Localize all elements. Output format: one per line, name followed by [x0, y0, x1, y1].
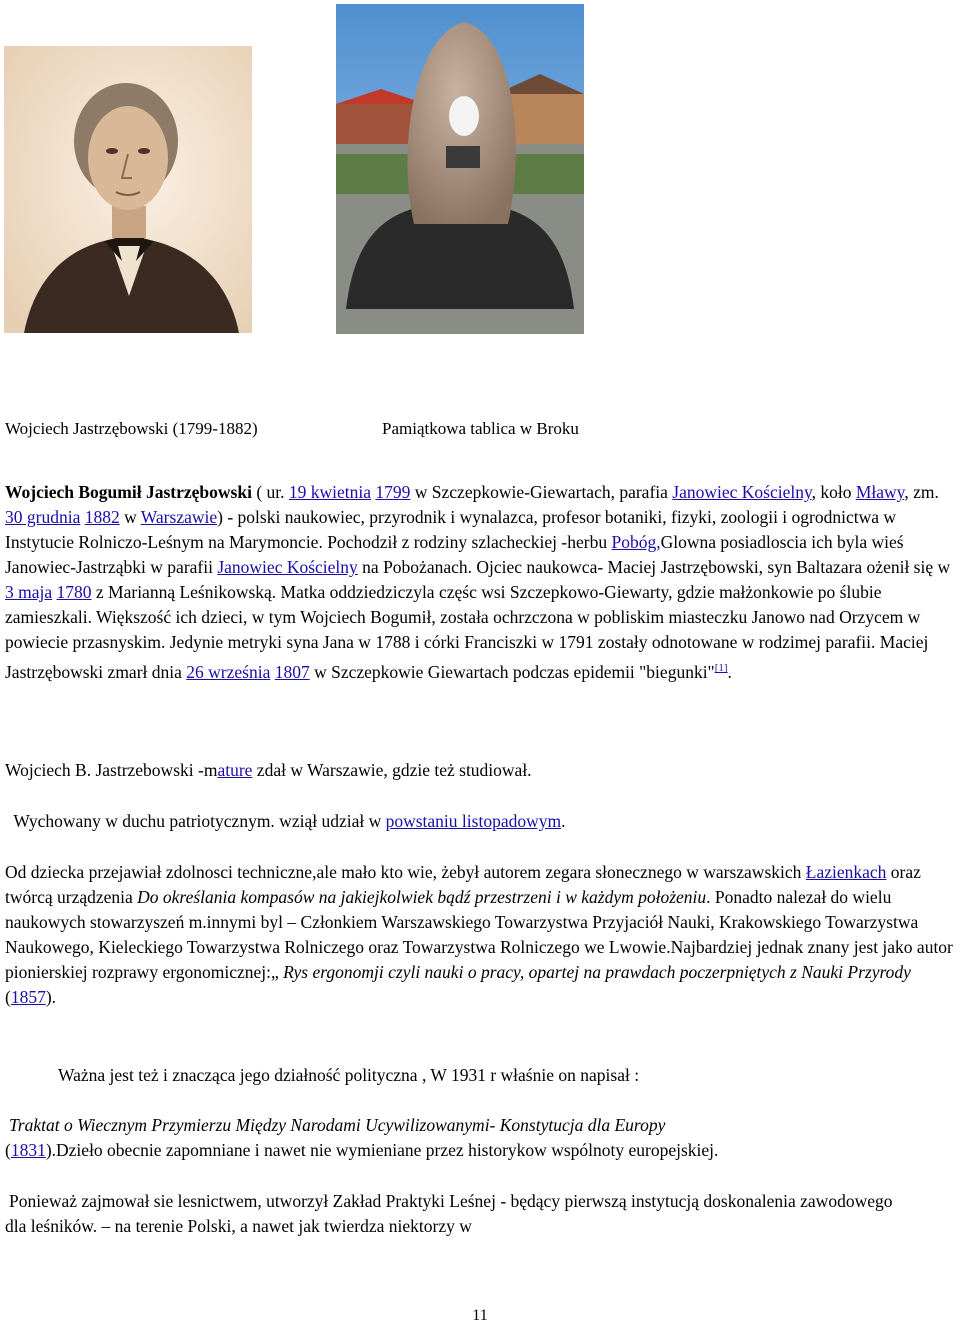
- text-run: zdał w Warszawie, gdzie też studiował.: [252, 760, 532, 780]
- link-1807[interactable]: 1807: [274, 661, 310, 682]
- text-run: (: [5, 987, 11, 1007]
- treatise-title: Rys ergonomji czyli nauki o pracy, opartej na prawdach poczerpniętych z Nauki Przyrody: [283, 962, 911, 982]
- link-mlawy[interactable]: Mławy: [855, 482, 905, 502]
- page-number: 11: [472, 1307, 488, 1324]
- person-name: Wojciech Bogumił Jastrzębowski: [5, 482, 252, 502]
- link-janowiec-koscielny[interactable]: Janowiec Kościelny: [672, 482, 812, 502]
- text-run: ) - polski naukowiec, przyrodnik i wynalazca, profesor botaniki, fizyki, zoologii i ogrodnictwa w Instytucie Rolniczo-Leśnym na Marymoncie. Pochodził z rodziny szlacheckiej -herbu: [5, 507, 897, 552]
- link-lazienki[interactable]: Łazienkach: [805, 862, 887, 882]
- matura-paragraph: [5, 758, 957, 783]
- image-captions: [5, 419, 579, 439]
- link-1780[interactable]: 1780: [56, 582, 92, 602]
- text-run: Wojciech B. Jastrzebowski -m: [5, 760, 218, 780]
- achievements-paragraph: [5, 860, 957, 1010]
- text-run: z Marianną Leśnikowską. Matka oddziedziczyla częśc wsi Szczepkowo-Giewarty, gdzie małżonkowie po ślubie zamieszkali. Większość ich dzieci, w tym Wojciech Bogumił, została ochrzczona w pobliskim miasteczku Janowo nad Orzycem w powiecie przasnyskim. Jedynie metryki syna Jana w 1788 i córki Franciszki w 1791 zostały odnotowane w rodzimej parafii. Maciej Jastrzębowski zmarł dnia: [5, 582, 929, 682]
- link-pobog[interactable]: Pobóg,: [611, 532, 661, 552]
- device-title: Do określania kompasów na jakiejkolwiek bądź przestrzeni i w każdym położeniu: [137, 887, 707, 907]
- text-run: ).Dzieło obecnie zapomniane i nawet nie wymieniane przez historykow wspólnoty europejskiej.: [45, 1140, 719, 1160]
- text-run: w Szczepkowie-Giewartach, parafia: [410, 482, 673, 502]
- footnote-ref: [715, 659, 728, 675]
- portrait-image: [4, 46, 252, 333]
- text-run: .: [727, 661, 732, 682]
- uprising-paragraph: [5, 809, 957, 834]
- text-run: w Szczepkowie Giewartach podczas epidemii "biegunki": [309, 661, 715, 682]
- text-run: (: [5, 1140, 11, 1160]
- text-run: , koło: [811, 482, 856, 502]
- text-run: Od dziecka przejawiał zdolnosci techniczne,ale mało kto wie, żebył autorem zegara słonecznego w warszawskich: [5, 862, 806, 882]
- link-mature[interactable]: ature: [217, 760, 253, 780]
- political-paragraph: [58, 1063, 948, 1088]
- link-powstanie-listopadowe[interactable]: powstaniu listopadowym: [385, 811, 562, 831]
- treaty-title: Traktat o Wiecznym Przymierzu Między Narodami Ucywilizowanymi- Konstytucja dla Europy: [9, 1115, 666, 1135]
- footnote-link[interactable]: [1]: [714, 662, 728, 674]
- link-warszawie[interactable]: Warszawie: [140, 507, 218, 527]
- link-30-grudnia[interactable]: 30 grudnia: [5, 507, 81, 527]
- portrait-caption: Wojciech Jastrzębowski (1799-1882): [5, 419, 258, 438]
- text-run: ( ur.: [251, 482, 289, 502]
- monument-caption: Pamiątkowa tablica w Broku: [382, 419, 579, 438]
- text-run: w: [119, 507, 141, 527]
- text-run: oraz twórcą urządzenia: [5, 862, 921, 907]
- biography-paragraph: [5, 480, 957, 685]
- text-run: ).: [45, 987, 57, 1007]
- monument-photo: [336, 4, 584, 334]
- treaty-paragraph: [5, 1113, 957, 1163]
- text-run: Wychowany w duchu patriotycznym. wziął udział w: [5, 811, 386, 831]
- link-janowiec-koscielny-2[interactable]: Janowiec Kościelny: [217, 557, 358, 577]
- link-3-maja[interactable]: 3 maja: [5, 582, 53, 602]
- forestry-paragraph: [5, 1189, 895, 1239]
- link-1882[interactable]: 1882: [84, 507, 120, 527]
- text-run: , zm.: [904, 482, 939, 502]
- link-1857[interactable]: 1857: [10, 987, 46, 1007]
- link-26-wrzesnia[interactable]: 26 września: [186, 661, 271, 682]
- text-run: Ważna jest też i znacząca jego działność polityczna , W 1931 r właśnie on napisał :: [58, 1065, 640, 1085]
- link-19-kwietnia[interactable]: 19 kwietnia: [288, 482, 372, 502]
- link-1799[interactable]: 1799: [375, 482, 411, 502]
- text-run: Glowna posiadloscia ich byla wieś Janowiec-Jastrząbki w parafii: [5, 532, 904, 577]
- text-run: na Pobożanach. Ojciec naukowca- Maciej Jastrzębowski, syn Baltazara ożenił się w: [357, 557, 951, 577]
- text-run: . Ponadto nalezał do wielu naukowych stowarzyszeń m.innymi byl – Członkiem Warszawskiego Towarzystwa Przyjaciół Nauki, Krakowskiego Towarzystwa Naukowego, Kieleckiego Towarzystwa Rolniczego oraz Towarzystwa Rolniczego we Lwowie.Najbardziej jednak znany jest jako autor pionierskiej rozprawy ergonomicznej:„: [5, 887, 953, 982]
- text-run: Ponieważ zajmował sie lesnictwem, utworzył Zakład Praktyki Leśnej - będący pierwszą instytucją doskonalenia zawodowego dla leśników. – na terenie Polski, a nawet jak twierdza niektorzy w: [5, 1191, 893, 1236]
- text-run: .: [561, 811, 566, 831]
- link-1831[interactable]: 1831: [10, 1140, 46, 1160]
